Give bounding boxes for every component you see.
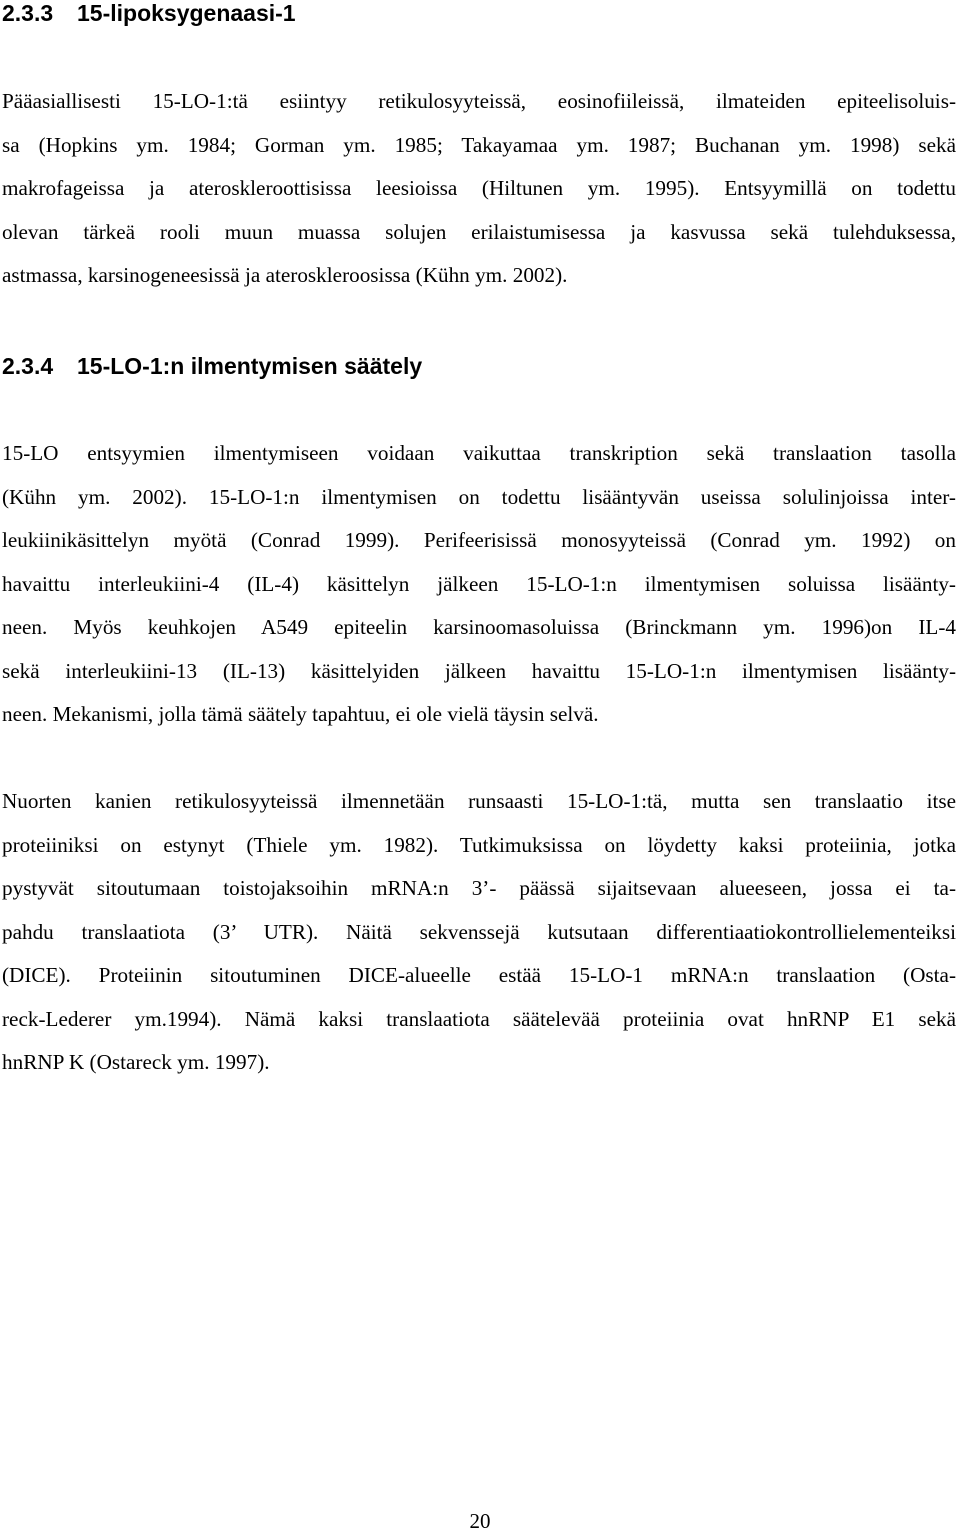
text-line: pahdu translaatiota (3’ UTR). Näitä sekvenssejä kutsutaan differentiaatiokontrollielementeiksi [2, 919, 956, 944]
text-line: neen. Myös keuhkojen A549 epiteelin karsinoomasoluissa (Brinckmann ym. 1996)on IL-4 [2, 615, 956, 639]
text-line: leukiinikäsittelyn myötä (Conrad 1999). Perifeerisissä monosyyteissä (Conrad ym. 1992) on [2, 528, 956, 552]
text-line: 15-LO entsyymien ilmentymiseen voidaan vaikuttaa transkription sekä translaation tasolla [2, 441, 956, 465]
text-line: havaittu interleukiini-4 (IL-4) käsittelyn jälkeen 15-LO-1:n ilmentymisen soluissa lisäänty- [2, 571, 956, 596]
text-line: olevan tärkeä rooli muun muassa solujen erilaistumisessa ja kasvussa sekä tulehduksessa, [2, 219, 956, 244]
paragraph-ilmentymisen-saately [2, 432, 956, 737]
section-number: 2.3.4 [2, 353, 54, 379]
section-title: 15-lipoksygenaasi-1 [77, 0, 296, 26]
text-line: sekä interleukiini-13 (IL-13) käsittelyiden jälkeen havaittu 15-LO-1:n ilmentymisen lisäänty- [2, 658, 956, 683]
text-line: reck-Lederer ym.1994). Nämä kaksi translaatiota säätelevää proteiinia ovat hnRNP E1 sekä [2, 1006, 956, 1031]
page-number: 20 [469, 1509, 491, 1533]
paragraph-retikulosyytit [2, 780, 956, 1085]
text-line: neen. Mekanismi, jolla tämä säätely tapahtuu, ei ole vielä täysin selvä. [2, 702, 599, 726]
text-line: (DICE). Proteiinin sitoutuminen DICE-alueelle estää 15-LO-1 mRNA:n translaation (Osta- [2, 963, 956, 987]
text-line: Pääasiallisesti 15-LO-1:tä esiintyy retikulosyyteissä, eosinofiileissä, ilmateiden epiteelisoluis- [2, 89, 956, 113]
text-line: astmassa, karsinogeneesissä ja ateroskleroosissa (Kühn ym. 2002). [2, 263, 568, 287]
section-heading-2-3-4 [2, 353, 422, 379]
text-line: proteiiniksi on estynyt (Thiele ym. 1982). Tutkimuksissa on löydetty kaksi proteiinia, jotka [2, 832, 956, 857]
section-heading-2-3-3 [2, 0, 296, 26]
text-line: (Kühn ym. 2002). 15-LO-1:n ilmentymisen on todettu lisääntyvän useissa solulinjoissa inter- [2, 484, 956, 509]
paragraph-15-lipoksygenaasi [2, 80, 956, 298]
text-line: sa (Hopkins ym. 1984; Gorman ym. 1985; Takayamaa ym. 1987; Buchanan ym. 1998) sekä [2, 132, 956, 157]
text-line: hnRNP K (Ostareck ym. 1997). [2, 1050, 270, 1074]
text-line: pystyvät sitoutumaan toistojaksoihin mRNA:n 3’- päässä sijaitsevaan alueeseen, jossa ei ta- [2, 876, 956, 900]
section-number: 2.3.3 [2, 0, 54, 26]
text-line: makrofageissa ja ateroskleroottisissa leesioissa (Hiltunen ym. 1995). Entsyymillä on todettu [2, 176, 956, 200]
section-title: 15-LO-1:n ilmentymisen säätely [77, 353, 423, 379]
text-line: Nuorten kanien retikulosyyteissä ilmennetään runsaasti 15-LO-1:tä, mutta sen translaatio itse [2, 789, 956, 813]
